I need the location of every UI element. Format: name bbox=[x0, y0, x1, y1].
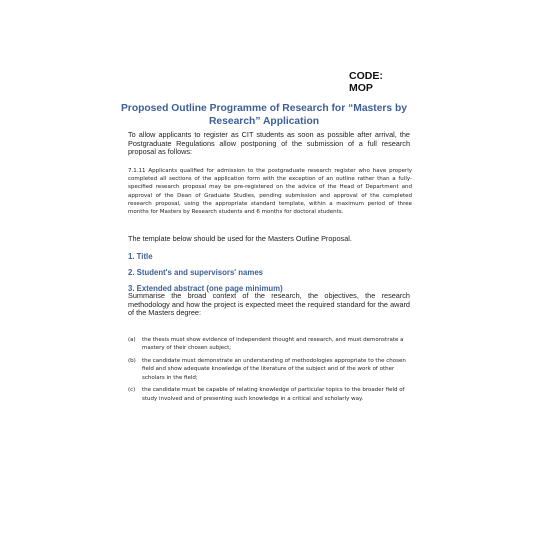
criteria-list bbox=[128, 336, 412, 408]
section-heading-names: 2. Student's and supervisors' names bbox=[128, 268, 263, 277]
list-marker: (c) bbox=[128, 387, 136, 394]
section-heading-title: 1. Title bbox=[128, 252, 153, 261]
list-item bbox=[128, 357, 412, 382]
summary-paragraph: Summarise the broad context of the research, the objectives, the research methodology and how the project is expected meet the required standard for the award of the Masters degree: bbox=[128, 291, 410, 318]
list-item bbox=[128, 386, 412, 403]
document-title: Proposed Outline Programme of Research for “Masters by Research” Application bbox=[120, 103, 408, 127]
list-marker: (b) bbox=[128, 358, 136, 365]
list-item bbox=[128, 336, 412, 353]
section-heading-abstract: 3. Extended abstract (one page minimum) bbox=[128, 284, 283, 293]
regulation-paragraph: 7.1.11 Applicants qualified for admission to the postgraduate research register who have properly completed all sections of the application form with the exception of an outline rather than a fully-specified research proposal may be pre-registered on the advice of the Head of Department and approval of the Dean of Graduate Studies, pending submission and approval of the completed research proposal, using the appropriate standard template, within a maximum period of three months for Masters by Research students and 6 months for doctoral students. bbox=[128, 168, 412, 216]
list-item-text: the candidate must demonstrate an understanding of methodologies appropriate to the chosen field and show adequate knowledge of the literature of the subject and of the work of other scholars in the field; bbox=[142, 358, 406, 381]
intro-paragraph: To allow applicants to register as CIT students as soon as possible after arrival, the Postgraduate Regulations allow postponing of the submission of a full research proposal as follows: bbox=[128, 130, 410, 157]
list-item-text: the thesis must show evidence of independent thought and research, and must demonstrate a mastery of their chosen subject; bbox=[142, 337, 404, 352]
list-marker: (a) bbox=[128, 337, 136, 343]
list-item-text: the candidate must be capable of relating knowledge of particular topics to the broader field of study involved and of presenting such knowledge in a critical and scholarly way. bbox=[142, 387, 405, 402]
template-note: The template below should be used for the Masters Outline Proposal. bbox=[128, 234, 352, 243]
code-value: MOP bbox=[349, 82, 373, 94]
code-label: CODE: bbox=[349, 70, 383, 82]
document-code bbox=[349, 70, 383, 94]
